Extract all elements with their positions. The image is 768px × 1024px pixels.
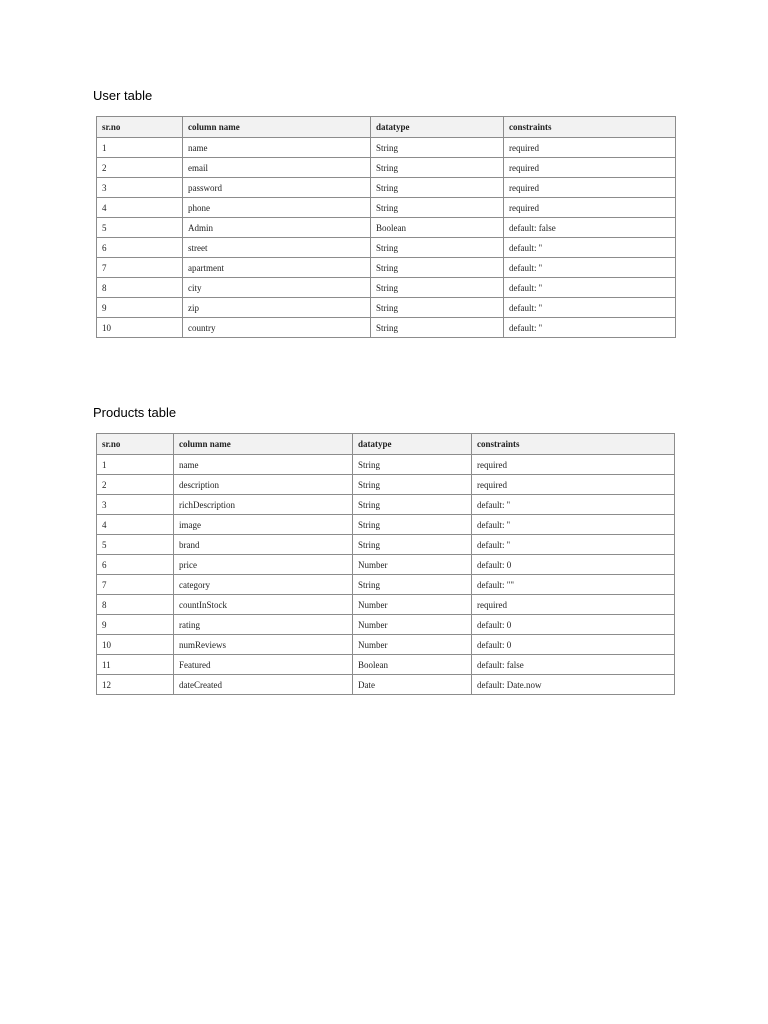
cell-datatype: String bbox=[353, 475, 472, 495]
cell-constraints: default: 0 bbox=[472, 555, 675, 575]
cell-datatype: String bbox=[371, 258, 504, 278]
table-row bbox=[97, 318, 676, 338]
cell-column-name: richDescription bbox=[174, 495, 353, 515]
table-row bbox=[97, 218, 676, 238]
table-row bbox=[97, 198, 676, 218]
cell-column-name: brand bbox=[174, 535, 353, 555]
cell-column-name: apartment bbox=[183, 258, 371, 278]
table-row bbox=[97, 575, 675, 595]
cell-datatype: String bbox=[353, 495, 472, 515]
cell-sr-no: 1 bbox=[97, 138, 183, 158]
cell-constraints: default: '' bbox=[472, 515, 675, 535]
table-row bbox=[97, 178, 676, 198]
cell-column-name: Admin bbox=[183, 218, 371, 238]
cell-datatype: Number bbox=[353, 555, 472, 575]
cell-column-name: city bbox=[183, 278, 371, 298]
header-cell-constraints: constraints bbox=[504, 117, 676, 138]
table-row bbox=[97, 555, 675, 575]
header-cell-sr-no: sr.no bbox=[97, 117, 183, 138]
table-row bbox=[97, 515, 675, 535]
table-row bbox=[97, 238, 676, 258]
cell-datatype: String bbox=[371, 238, 504, 258]
table-row bbox=[97, 455, 675, 475]
user-table bbox=[96, 116, 676, 338]
cell-datatype: String bbox=[371, 158, 504, 178]
cell-sr-no: 12 bbox=[97, 675, 174, 695]
cell-constraints: required bbox=[504, 198, 676, 218]
cell-sr-no: 3 bbox=[97, 495, 174, 515]
cell-sr-no: 4 bbox=[97, 515, 174, 535]
cell-constraints: default: '' bbox=[504, 298, 676, 318]
cell-column-name: category bbox=[174, 575, 353, 595]
cell-sr-no: 2 bbox=[97, 158, 183, 178]
header-cell-constraints: constraints bbox=[472, 434, 675, 455]
cell-column-name: zip bbox=[183, 298, 371, 318]
cell-column-name: numReviews bbox=[174, 635, 353, 655]
table-row bbox=[97, 258, 676, 278]
cell-constraints: required bbox=[472, 455, 675, 475]
cell-datatype: Boolean bbox=[353, 655, 472, 675]
cell-datatype: Number bbox=[353, 595, 472, 615]
cell-datatype: String bbox=[353, 535, 472, 555]
cell-constraints: default: "" bbox=[472, 575, 675, 595]
cell-sr-no: 6 bbox=[97, 555, 174, 575]
cell-constraints: required bbox=[472, 475, 675, 495]
cell-sr-no: 9 bbox=[97, 298, 183, 318]
cell-constraints: default: Date.now bbox=[472, 675, 675, 695]
cell-sr-no: 11 bbox=[97, 655, 174, 675]
cell-sr-no: 7 bbox=[97, 575, 174, 595]
table-header-row bbox=[97, 434, 675, 455]
user-table-heading: User table bbox=[93, 88, 153, 103]
cell-sr-no: 1 bbox=[97, 455, 174, 475]
cell-datatype: Number bbox=[353, 615, 472, 635]
cell-sr-no: 7 bbox=[97, 258, 183, 278]
cell-sr-no: 5 bbox=[97, 218, 183, 238]
cell-constraints: default: 0 bbox=[472, 635, 675, 655]
cell-sr-no: 6 bbox=[97, 238, 183, 258]
table-row bbox=[97, 495, 675, 515]
table-row bbox=[97, 595, 675, 615]
header-cell-column-name: column name bbox=[183, 117, 371, 138]
cell-datatype: String bbox=[353, 575, 472, 595]
cell-column-name: phone bbox=[183, 198, 371, 218]
table-row bbox=[97, 675, 675, 695]
cell-sr-no: 2 bbox=[97, 475, 174, 495]
cell-column-name: street bbox=[183, 238, 371, 258]
cell-column-name: image bbox=[174, 515, 353, 535]
cell-datatype: Date bbox=[353, 675, 472, 695]
cell-sr-no: 10 bbox=[97, 635, 174, 655]
header-cell-sr-no: sr.no bbox=[97, 434, 174, 455]
cell-constraints: default: '' bbox=[504, 238, 676, 258]
products-table bbox=[96, 433, 675, 695]
cell-datatype: String bbox=[371, 318, 504, 338]
cell-column-name: price bbox=[174, 555, 353, 575]
cell-sr-no: 8 bbox=[97, 278, 183, 298]
cell-datatype: String bbox=[371, 298, 504, 318]
cell-constraints: default: '' bbox=[504, 278, 676, 298]
cell-constraints: default: '' bbox=[472, 535, 675, 555]
header-cell-datatype: datatype bbox=[353, 434, 472, 455]
cell-datatype: Boolean bbox=[371, 218, 504, 238]
cell-column-name: name bbox=[183, 138, 371, 158]
cell-sr-no: 9 bbox=[97, 615, 174, 635]
cell-datatype: Number bbox=[353, 635, 472, 655]
cell-constraints: default: 0 bbox=[472, 615, 675, 635]
products-table-heading: Products table bbox=[93, 405, 177, 420]
cell-constraints: required bbox=[504, 178, 676, 198]
cell-sr-no: 4 bbox=[97, 198, 183, 218]
table-row bbox=[97, 138, 676, 158]
cell-datatype: String bbox=[371, 178, 504, 198]
cell-column-name: name bbox=[174, 455, 353, 475]
cell-datatype: String bbox=[371, 278, 504, 298]
cell-constraints: default: '' bbox=[504, 258, 676, 278]
table-row bbox=[97, 158, 676, 178]
cell-constraints: required bbox=[504, 158, 676, 178]
cell-column-name: country bbox=[183, 318, 371, 338]
cell-datatype: String bbox=[353, 455, 472, 475]
cell-constraints: required bbox=[472, 595, 675, 615]
cell-column-name: Featured bbox=[174, 655, 353, 675]
cell-constraints: default: false bbox=[472, 655, 675, 675]
table-row bbox=[97, 298, 676, 318]
cell-column-name: dateCreated bbox=[174, 675, 353, 695]
table-row bbox=[97, 635, 675, 655]
header-cell-column-name: column name bbox=[174, 434, 353, 455]
table-header-row bbox=[97, 117, 676, 138]
table-row bbox=[97, 535, 675, 555]
cell-sr-no: 8 bbox=[97, 595, 174, 615]
cell-datatype: String bbox=[353, 515, 472, 535]
cell-constraints: default: '' bbox=[504, 318, 676, 338]
cell-column-name: email bbox=[183, 158, 371, 178]
cell-sr-no: 3 bbox=[97, 178, 183, 198]
cell-column-name: countInStock bbox=[174, 595, 353, 615]
cell-column-name: rating bbox=[174, 615, 353, 635]
cell-column-name: description bbox=[174, 475, 353, 495]
cell-sr-no: 5 bbox=[97, 535, 174, 555]
cell-constraints: required bbox=[504, 138, 676, 158]
table-row bbox=[97, 655, 675, 675]
cell-sr-no: 10 bbox=[97, 318, 183, 338]
cell-datatype: String bbox=[371, 138, 504, 158]
cell-constraints: default: '' bbox=[472, 495, 675, 515]
table-row bbox=[97, 615, 675, 635]
cell-column-name: password bbox=[183, 178, 371, 198]
header-cell-datatype: datatype bbox=[371, 117, 504, 138]
table-row bbox=[97, 475, 675, 495]
cell-datatype: String bbox=[371, 198, 504, 218]
table-row bbox=[97, 278, 676, 298]
cell-constraints: default: false bbox=[504, 218, 676, 238]
